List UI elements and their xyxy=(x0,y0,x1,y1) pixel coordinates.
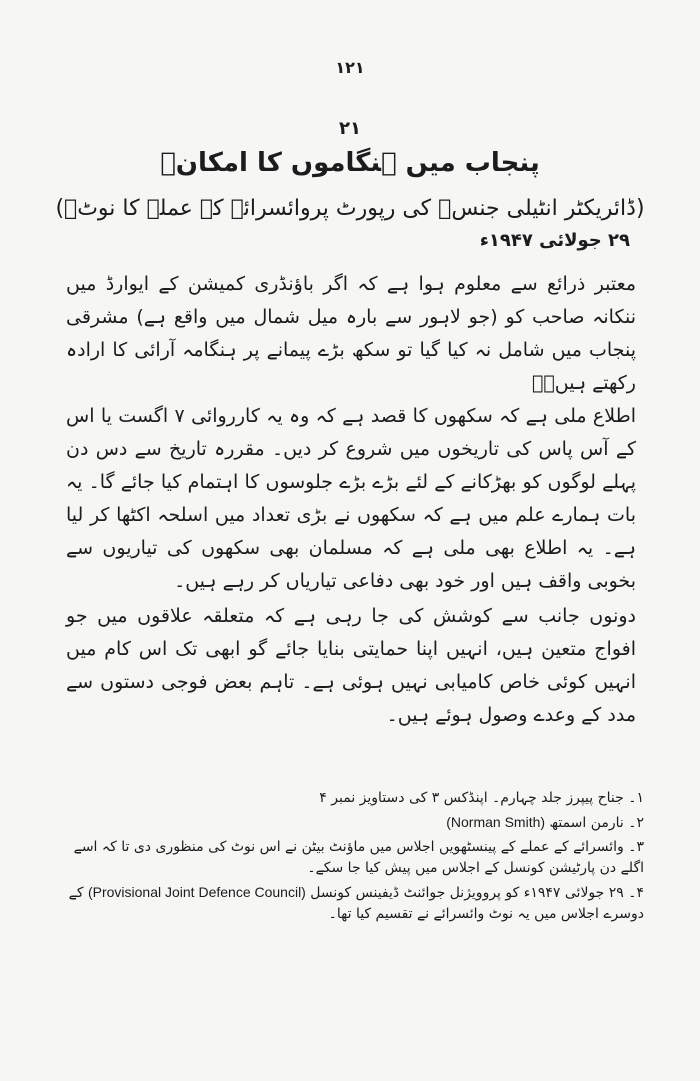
body-paragraph-3: دونوں جانب سے کوشش کی جا رہی ہے کہ متعلقہ علاقوں میں جو افواج متعین ہیں، انہیں اپنا حمایتی بنایا جائے گو ابھی تک اس کام میں انہیں کوئی خاص کامیابی نہیں ہوئی ہے۔ تاہم بعض فوجی دستوں سے مدد کے وعدے وصول ہوئے ہیں۔ xyxy=(66,605,636,726)
page-number: ١٢١ xyxy=(335,58,365,77)
footnote-4-part1: ۴۔ ۲۹ جولائی ۱۹۴۷ء کو پروویژنل جوائنٹ ڈیفینس کونسل xyxy=(310,885,644,901)
document-number: ٢١ xyxy=(339,118,361,139)
footnote-1: ١۔ جناح پیپرز جلد چہارم۔ اپنڈکس ۳ کی دستاویز نمبر ۴ xyxy=(319,790,644,806)
document-subtitle: (ڈائریکٹر انٹیلی جنسؐ کی رپورٹ پروائسرائے کے عملے کا نوٹؐ) xyxy=(55,196,645,221)
footnote-2-urdu: ۲۔ نارمن اسمتھ xyxy=(549,815,644,831)
footnote-2-english: (Norman Smith) xyxy=(446,814,546,830)
body-paragraph-2: اطلاع ملی ہے کہ سکھوں کا قصد ہے کہ وہ یہ کارروائی ۷ اگست یا اس کے آس پاس کی تاریخوں میں شروع کر دیں۔ مقررہ تاریخ سے دس دن پہلے لوگوں کو بھڑکانے کے لئے بڑے بڑے جلوسوں کا اہتمام کیا جائے گا۔ یہ بات ہمارے علم میں ہے کہ سکھوں نے بڑی تعداد میں اسلحہ اکٹھا کر لیا ہے۔ یہ اطلاع بھی ملی ہے کہ مسلمان بھی سکھوں کی تیاریوں سے بخوبی واقف ہیں اور خود بھی دفاعی تیاریاں کر رہے ہیں۔ xyxy=(66,405,636,592)
footnotes xyxy=(62,788,644,928)
document-title: پنجاب میں ہنگاموں کا امکانؐ xyxy=(160,148,540,178)
document-date: ۲۹ جولائی ۱۹۴۷ء xyxy=(479,230,630,251)
footnote-4-part2: کے دوسرے اجلاس میں یہ نوٹ وائسرائے نے تقسیم کیا تھا۔ xyxy=(68,885,644,922)
body-paragraph-1: معتبر ذرائع سے معلوم ہوا ہے کہ اگر باؤنڈری کمیشن کے ایوارڈ میں ننکانہ صاحب کو (جو لاہور سے بارہ میل شمال میں واقع ہے) مشرقی پنجاب میں شامل نہ کیا گیا تو سکھ بڑے پیمانے پر ہنگامہ آرائی کا ارادہ رکھتے ہیں۔ؐ xyxy=(66,273,636,394)
footnote-2 xyxy=(62,812,644,834)
footnote-3: ۳۔ وائسرائے کے عملے کے پینسٹھویں اجلاس میں ماؤنٹ بیٹن نے اس نوٹ کی منظوری دی تا کہ اسے اگلے دن پارٹیشن کونسل کے اجلاس میں پیش کیا جا سکے۔ xyxy=(73,839,644,876)
footnote-4-english: (Provisional Joint Defence Council) xyxy=(87,884,306,900)
footnote-4 xyxy=(62,882,644,925)
